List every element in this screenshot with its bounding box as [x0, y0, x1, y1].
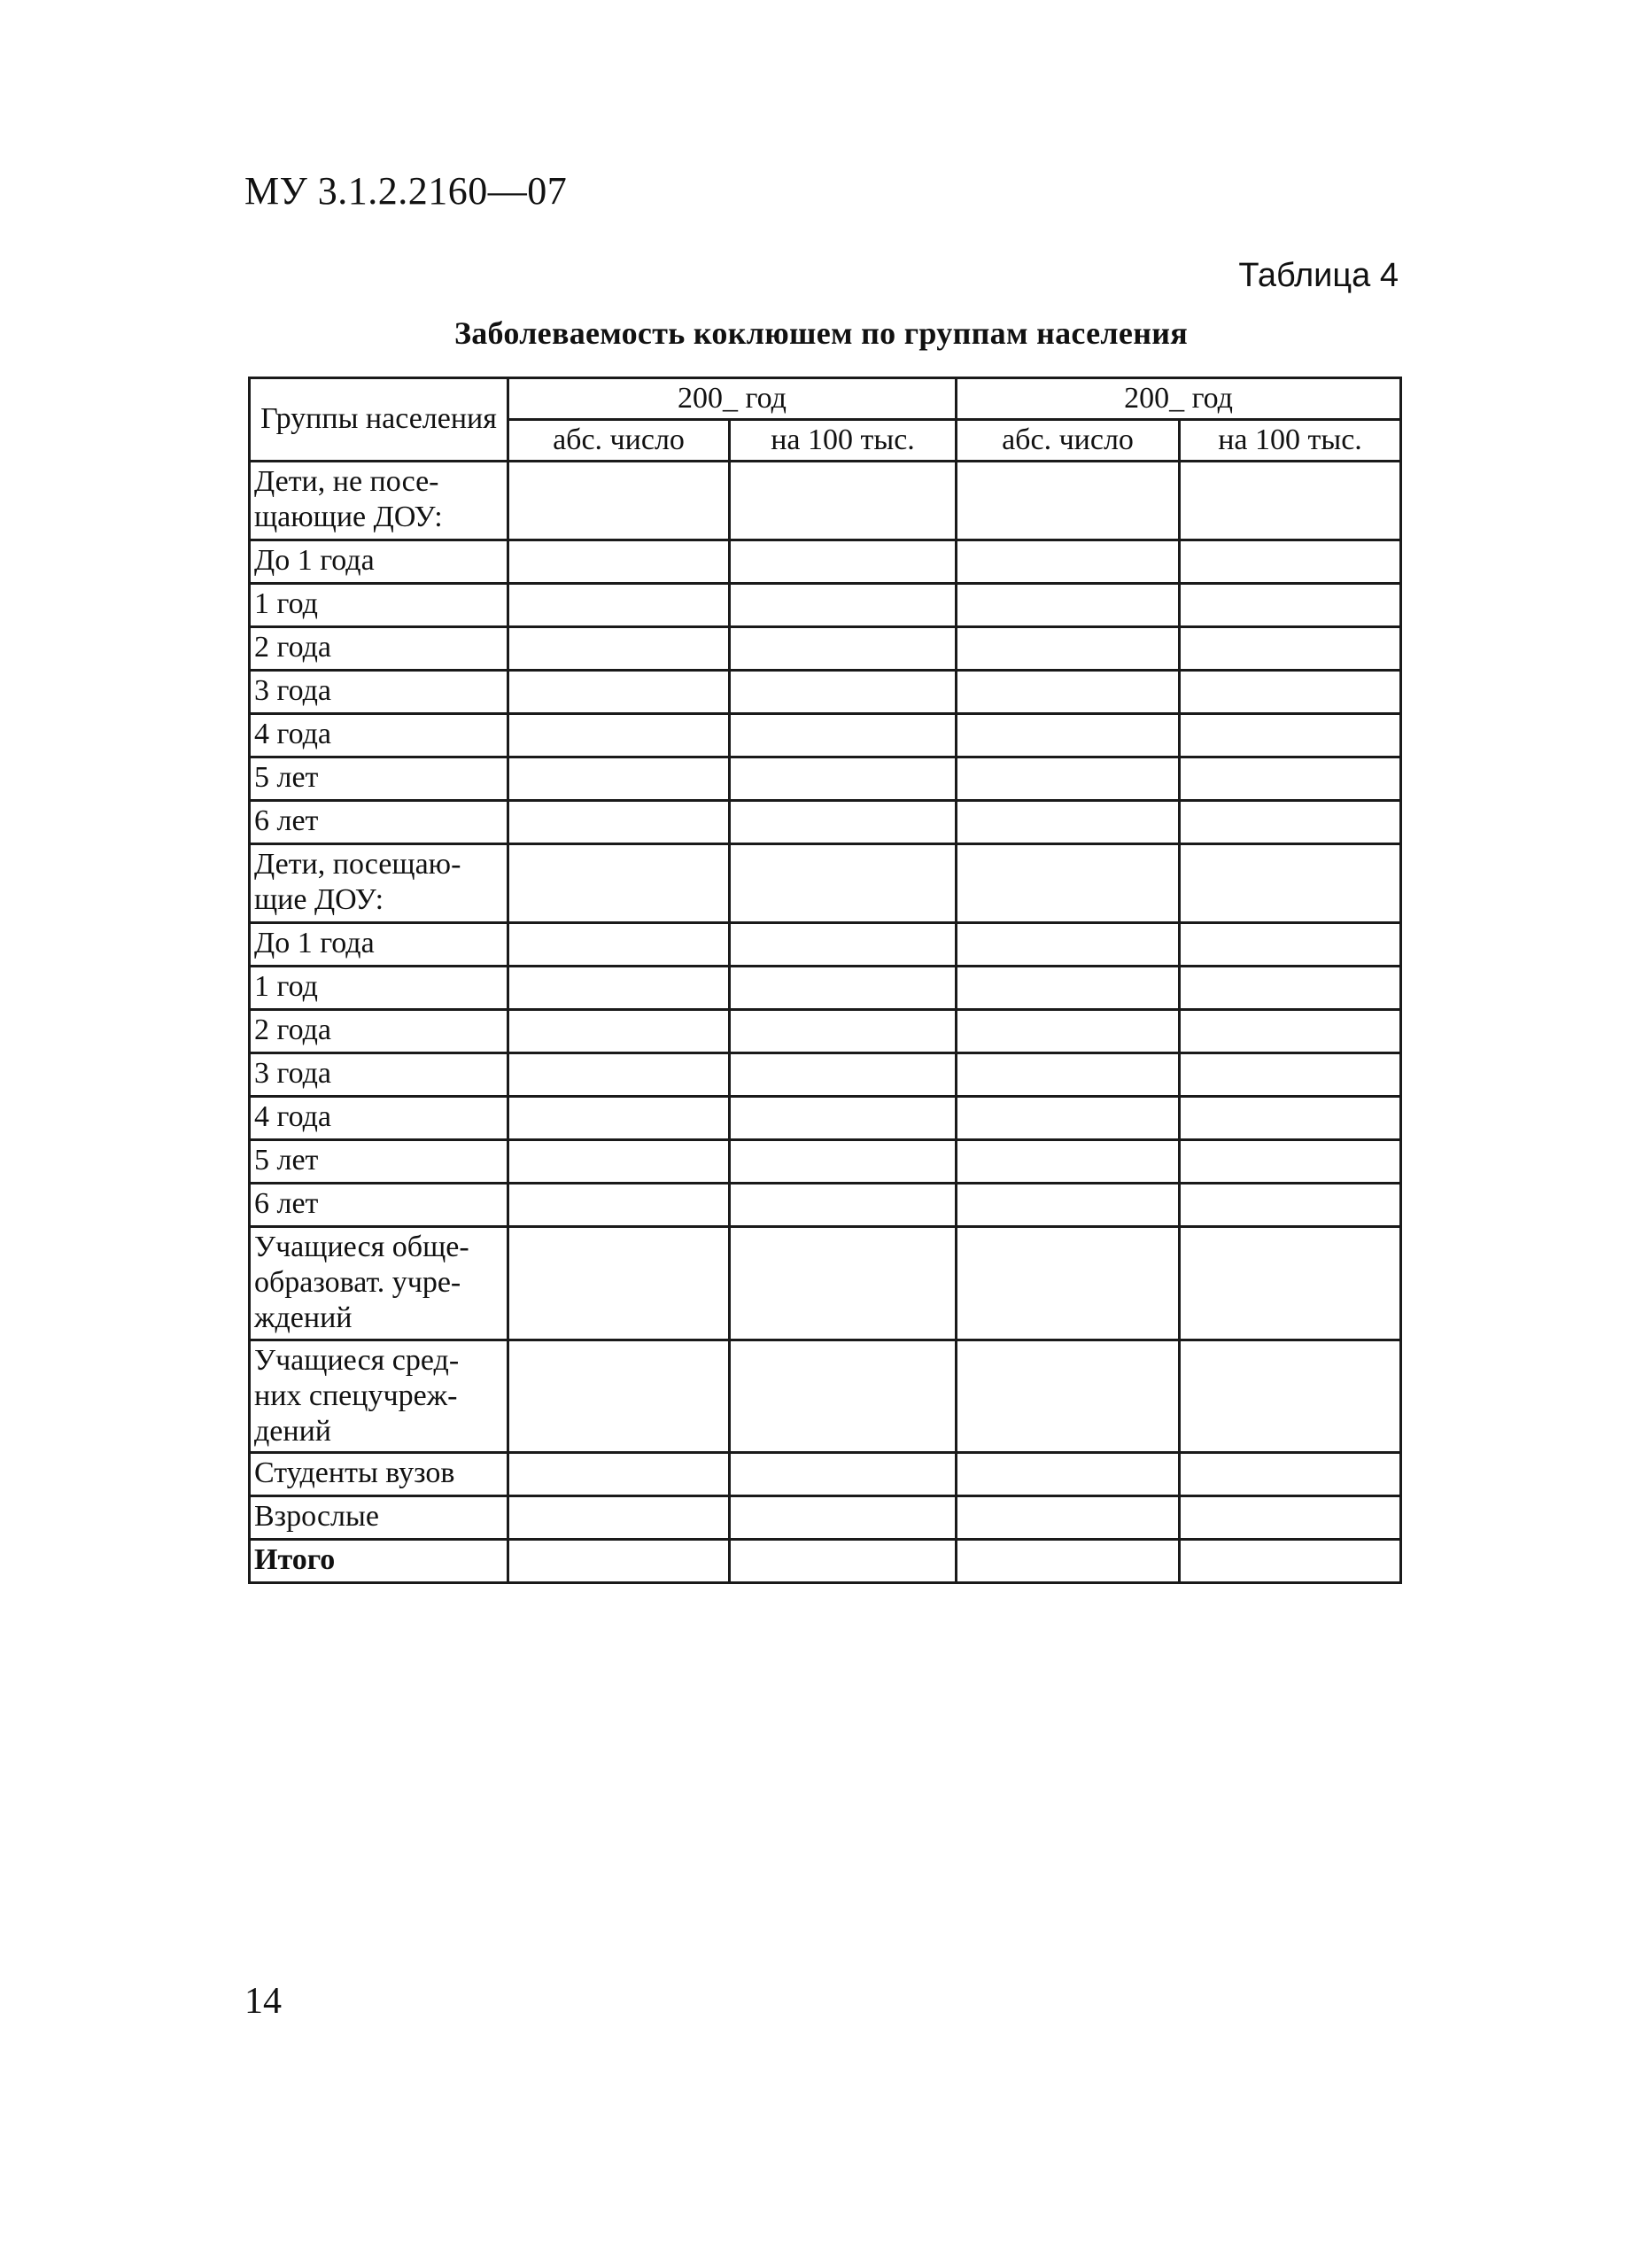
table-cell	[957, 1010, 1180, 1053]
row-label: 3 года	[250, 671, 508, 714]
table-row	[250, 967, 1401, 1010]
table-cell	[730, 923, 957, 967]
row-label: 1 год	[250, 967, 508, 1010]
table-cell	[508, 540, 730, 584]
table-cell	[1180, 757, 1401, 801]
table-cell	[957, 1097, 1180, 1140]
group-header: Группы населения	[250, 378, 508, 462]
table-cell	[1180, 1495, 1401, 1539]
row-label: Студенты вузов	[250, 1452, 508, 1495]
table-cell	[957, 801, 1180, 844]
table-cell	[957, 1227, 1180, 1340]
table-cell	[1180, 462, 1401, 540]
table-cell	[1180, 1452, 1401, 1495]
row-label: 6 лет	[250, 801, 508, 844]
table-cell	[730, 540, 957, 584]
table-cell	[730, 757, 957, 801]
table-cell	[957, 627, 1180, 671]
table-cell	[508, 714, 730, 757]
table-cell	[1180, 1053, 1401, 1097]
table-cell	[1180, 844, 1401, 923]
table-cell	[730, 714, 957, 757]
table-cell	[957, 1495, 1180, 1539]
row-label: 6 лет	[250, 1184, 508, 1227]
row-label: 5 лет	[250, 757, 508, 801]
row-label: Дети, посещаю-щие ДОУ:	[250, 844, 508, 923]
row-label: До 1 года	[250, 540, 508, 584]
sub-header-abs-1: абс. число	[508, 420, 730, 462]
table-cell	[957, 1053, 1180, 1097]
row-label: 4 года	[250, 1097, 508, 1140]
row-label: 4 года	[250, 714, 508, 757]
table-cell	[957, 584, 1180, 627]
table-number: Таблица 4	[1238, 257, 1399, 294]
table-cell	[1180, 1140, 1401, 1184]
table-row	[250, 1010, 1401, 1053]
table-cell	[730, 801, 957, 844]
table-cell	[508, 923, 730, 967]
table-cell	[730, 1340, 957, 1452]
table-cell	[1180, 1227, 1401, 1340]
table-row	[250, 1097, 1401, 1140]
sub-header-abs-2: абс. число	[957, 420, 1180, 462]
table-cell	[730, 627, 957, 671]
table-title: Заболеваемость коклюшем по группам населения	[453, 315, 1189, 351]
row-label: 5 лет	[250, 1140, 508, 1184]
table-row	[250, 1053, 1401, 1097]
year-header-1: 200_ год	[508, 378, 957, 420]
table-cell	[957, 844, 1180, 923]
table-row	[250, 844, 1401, 923]
table-row-total	[250, 1539, 1401, 1582]
table-cell	[957, 540, 1180, 584]
table-cell	[1180, 540, 1401, 584]
row-label: Учащиеся сред-них спецучреж-дений	[250, 1340, 508, 1452]
year-header-2: 200_ год	[957, 378, 1401, 420]
table-row	[250, 1452, 1401, 1495]
incidence-table	[248, 377, 1402, 1584]
table-row	[250, 1495, 1401, 1539]
table-cell	[957, 1140, 1180, 1184]
table-cell	[508, 1452, 730, 1495]
table-row	[250, 462, 1401, 540]
table-cell	[508, 967, 730, 1010]
table-cell	[730, 1495, 957, 1539]
row-label: 1 год	[250, 584, 508, 627]
table-cell	[1180, 1184, 1401, 1227]
table-cell	[730, 1010, 957, 1053]
table-row	[250, 757, 1401, 801]
table-cell	[730, 844, 957, 923]
table-cell	[730, 1452, 957, 1495]
row-label: Взрослые	[250, 1495, 508, 1539]
table-cell	[1180, 1097, 1401, 1140]
table-cell	[508, 671, 730, 714]
table-cell	[730, 1227, 957, 1340]
table-cell	[508, 801, 730, 844]
sub-header-rate-1: на 100 тыс.	[730, 420, 957, 462]
table-row	[250, 1340, 1401, 1452]
table-cell	[508, 462, 730, 540]
table-cell	[957, 462, 1180, 540]
row-label: 3 года	[250, 1053, 508, 1097]
table-row	[250, 1184, 1401, 1227]
row-label-total: Итого	[250, 1539, 508, 1582]
table-cell	[508, 757, 730, 801]
row-label: 2 года	[250, 627, 508, 671]
table-cell	[508, 844, 730, 923]
table-cell	[1180, 1340, 1401, 1452]
page-number: 14	[244, 1981, 282, 2022]
table-cell	[730, 1539, 957, 1582]
table-row	[250, 584, 1401, 627]
table-cell	[508, 1097, 730, 1140]
row-label: Учащиеся обще-образоват. учре-ждений	[250, 1227, 508, 1340]
table-cell	[508, 627, 730, 671]
table-cell	[730, 967, 957, 1010]
table-cell	[730, 1140, 957, 1184]
table-cell	[730, 671, 957, 714]
table-cell	[1180, 714, 1401, 757]
table-cell	[957, 923, 1180, 967]
table-cell	[508, 1495, 730, 1539]
table-cell	[1180, 1539, 1401, 1582]
table-row	[250, 801, 1401, 844]
table-cell	[1180, 1010, 1401, 1053]
table-row	[250, 627, 1401, 671]
row-label: Дети, не посе-щающие ДОУ:	[250, 462, 508, 540]
table-cell	[957, 1539, 1180, 1582]
table-row	[250, 1227, 1401, 1340]
table-cell	[508, 1053, 730, 1097]
table-cell	[1180, 923, 1401, 967]
row-label: 2 года	[250, 1010, 508, 1053]
table-cell	[508, 1539, 730, 1582]
table-cell	[508, 1227, 730, 1340]
row-label: До 1 года	[250, 923, 508, 967]
table-cell	[730, 1097, 957, 1140]
table-cell	[957, 714, 1180, 757]
table-cell	[957, 967, 1180, 1010]
table-cell	[957, 757, 1180, 801]
table-cell	[508, 1340, 730, 1452]
table-cell	[957, 1340, 1180, 1452]
table-row	[250, 714, 1401, 757]
table-cell	[730, 1053, 957, 1097]
table-cell	[1180, 671, 1401, 714]
table-cell	[957, 1184, 1180, 1227]
table-cell	[1180, 801, 1401, 844]
table-cell	[957, 1452, 1180, 1495]
table-row	[250, 923, 1401, 967]
table-row	[250, 671, 1401, 714]
document-code: МУ 3.1.2.2160—07	[244, 169, 568, 213]
table-cell	[508, 1140, 730, 1184]
table-cell	[730, 584, 957, 627]
table-row	[250, 540, 1401, 584]
table-cell	[508, 584, 730, 627]
table-cell	[508, 1184, 730, 1227]
sub-header-rate-2: на 100 тыс.	[1180, 420, 1401, 462]
table-cell	[957, 671, 1180, 714]
table-row	[250, 1140, 1401, 1184]
table-cell	[1180, 627, 1401, 671]
table-cell	[730, 462, 957, 540]
table-cell	[1180, 584, 1401, 627]
table-cell	[1180, 967, 1401, 1010]
table-cell	[508, 1010, 730, 1053]
table-cell	[730, 1184, 957, 1227]
